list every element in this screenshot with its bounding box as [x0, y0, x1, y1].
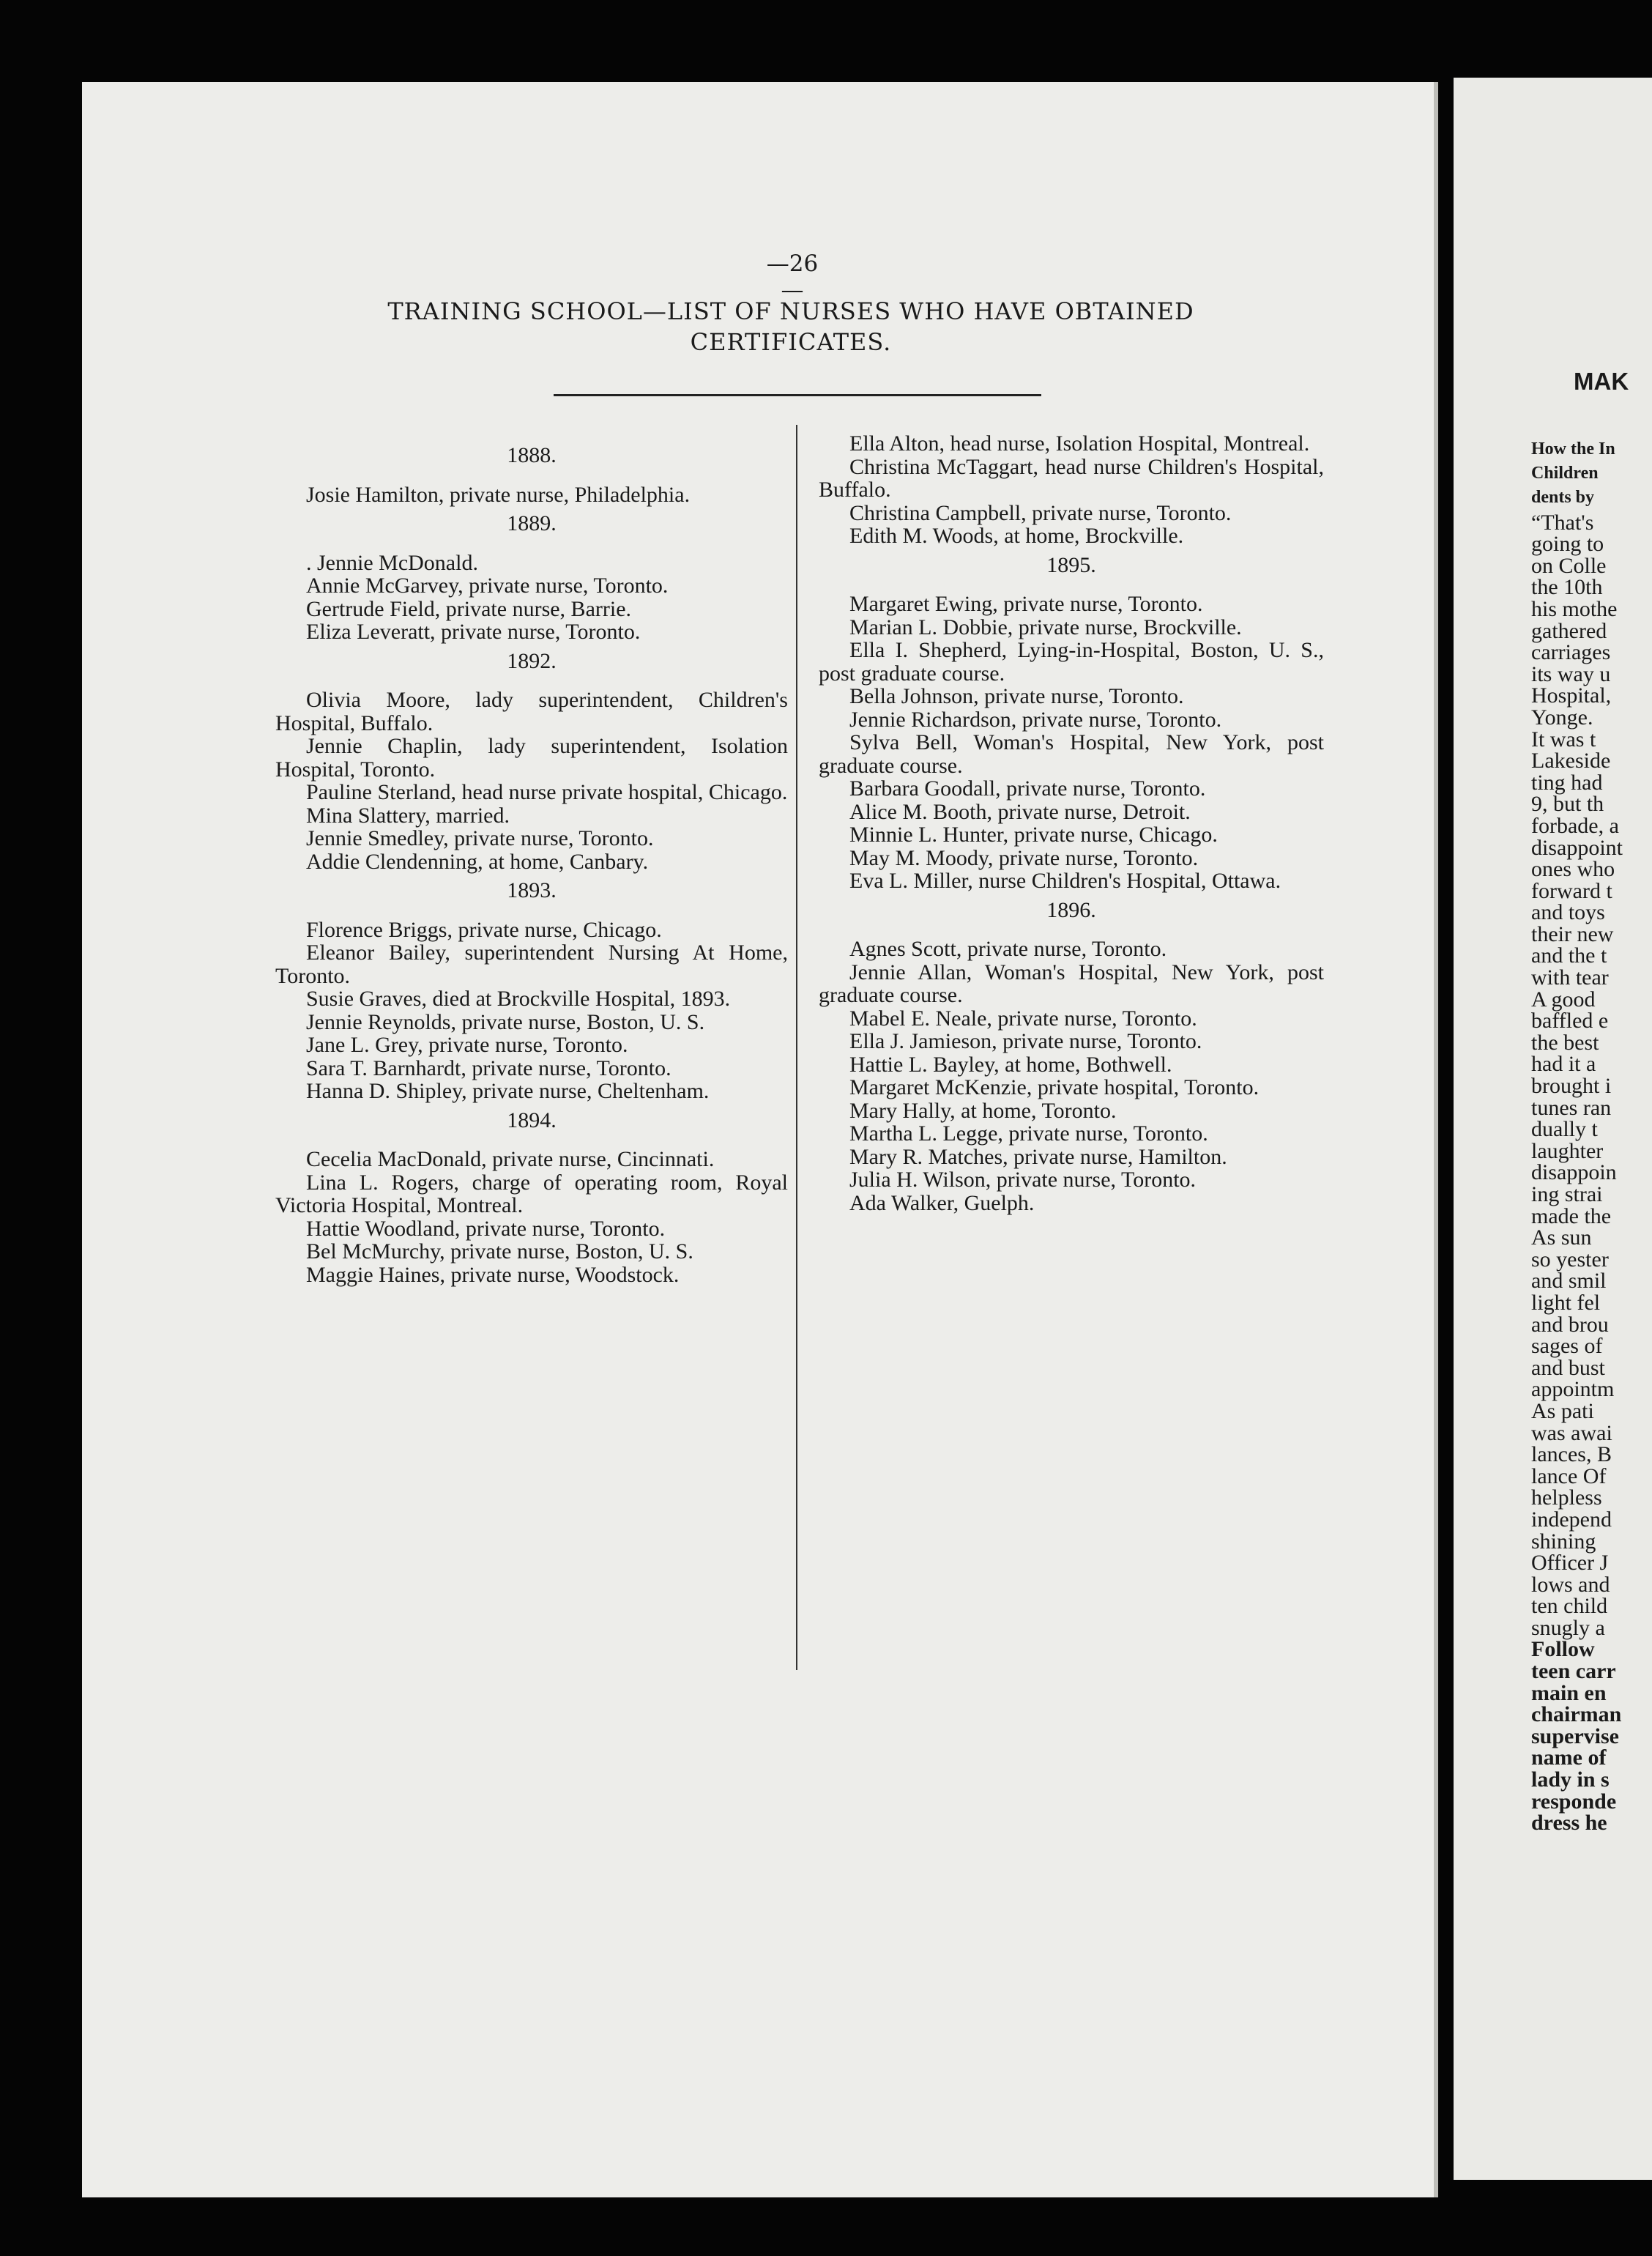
year-heading: 1895.	[1046, 552, 1096, 577]
nurse-entry: Jennie Smedley, private nurse, Toronto.	[306, 826, 654, 850]
facing-page-line: name of	[1531, 1745, 1607, 1770]
nurse-entry: Margaret Ewing, private nurse, Toronto.	[849, 592, 1203, 616]
facing-page-line: chairman	[1531, 1702, 1622, 1727]
nurse-entry: Eva L. Miller, nurse Children's Hospital, Ottawa.	[849, 869, 1281, 893]
nurse-entry: Jane L. Grey, private nurse, Toronto.	[306, 1033, 628, 1057]
facing-page-line: carriages	[1531, 640, 1611, 665]
heading-line-2: CERTIFICATES.	[690, 328, 892, 356]
facing-page-line: baffled e	[1531, 1009, 1609, 1034]
year-heading: 1894.	[507, 1107, 557, 1132]
facing-page-line: responde	[1531, 1789, 1617, 1814]
nurse-entry: Mina Slattery, married.	[306, 803, 510, 828]
facing-page-line: helpless	[1531, 1485, 1602, 1510]
facing-page-line: ten child	[1531, 1594, 1608, 1619]
nurse-entry: Alice M. Booth, private nurse, Detroit.	[849, 799, 1191, 824]
facing-page-line: disappoin	[1531, 1160, 1617, 1185]
facing-page-line: dress he	[1531, 1811, 1607, 1836]
facing-page-line: ing strai	[1531, 1182, 1603, 1206]
nurse-entry: Christina McTaggart, head nurse Children's Hospital, Buffalo.	[819, 454, 1324, 502]
facing-page-line: supervise	[1531, 1723, 1619, 1748]
page-number: —26—	[766, 251, 819, 303]
facing-page-line: main en	[1531, 1680, 1607, 1705]
facing-page-line: light fel	[1531, 1290, 1601, 1315]
nurse-entry: Agnes Scott, private nurse, Toronto.	[849, 937, 1167, 961]
facing-page-subhead-line: dents by	[1531, 487, 1595, 507]
facing-page-line: dually t	[1531, 1117, 1598, 1142]
nurse-entry: Eleanor Bailey, superintendent Nursing At Home, Toronto.	[275, 940, 788, 988]
nurse-entry: Eliza Leveratt, private nurse, Toronto.	[306, 620, 641, 644]
facing-page-line: lance Of	[1531, 1463, 1607, 1488]
facing-page-line: “That's	[1531, 510, 1594, 535]
facing-page-line: Hospital,	[1531, 683, 1612, 708]
nurse-entry: Minnie L. Hunter, private nurse, Chicago.	[849, 823, 1218, 847]
nurse-entry: Hattie L. Bayley, at home, Bothwell.	[849, 1052, 1172, 1077]
nurse-entry: Annie McGarvey, private nurse, Toronto.	[306, 574, 669, 598]
heading-line-1: TRAINING SCHOOL—LIST OF NURSES WHO HAVE OBTAINED	[387, 297, 1194, 325]
year-heading: 1892.	[507, 648, 557, 673]
facing-page-subhead-line: Children	[1531, 463, 1599, 483]
nurse-entry: Mabel E. Neale, private nurse, Toronto.	[849, 1006, 1197, 1031]
nurse-entry: Mary R. Matches, private nurse, Hamilton.	[849, 1144, 1227, 1169]
facing-page-line: ting had	[1531, 770, 1603, 795]
facing-page-line: on Colle	[1531, 553, 1607, 578]
facing-page-line: sages of	[1531, 1334, 1603, 1359]
facing-page-line: teen carr	[1531, 1659, 1616, 1684]
facing-page-line: snugly a	[1531, 1615, 1605, 1640]
year-heading: 1893.	[507, 878, 557, 902]
facing-page-line: appointm	[1531, 1377, 1615, 1402]
facing-page-line: ones who	[1531, 857, 1615, 882]
nurse-entry: Ella Alton, head nurse, Isolation Hospital, Montreal.	[849, 431, 1310, 456]
facing-page-line: and bust	[1531, 1355, 1605, 1380]
facing-page-line: As pati	[1531, 1398, 1594, 1423]
facing-page-line: its way u	[1531, 661, 1611, 686]
facing-page-line: and the t	[1531, 943, 1607, 968]
facing-page-line: It was t	[1531, 727, 1596, 752]
facing-page-line: lows and	[1531, 1572, 1610, 1597]
facing-page-subhead-line: How the In	[1531, 439, 1615, 459]
nurse-entry: Pauline Sterland, head nurse private hospital, Chicago.	[306, 780, 788, 804]
nurse-entry: Barbara Goodall, private nurse, Toronto.	[849, 776, 1206, 801]
facing-page-line: tunes ran	[1531, 1095, 1612, 1120]
nurse-entry: Julia H. Wilson, private nurse, Toronto.	[849, 1168, 1197, 1192]
nurse-entry: Sara T. Barnhardt, private nurse, Toronto.	[306, 1055, 671, 1080]
nurse-entry: Mary Hally, at home, Toronto.	[849, 1098, 1117, 1123]
nurse-entry: . Jennie McDonald.	[306, 550, 478, 575]
nurse-entry: Lina L. Rogers, charge of operating room, Royal Victoria Hospital, Montreal.	[275, 1170, 788, 1217]
nurse-entry: Christina Campbell, private nurse, Toronto.	[849, 500, 1232, 525]
right-column	[819, 432, 1324, 1214]
facing-page-line: his mothe	[1531, 596, 1618, 621]
nurse-entry: Hanna D. Shipley, private nurse, Cheltenham.	[306, 1079, 710, 1103]
year-heading: 1888.	[507, 443, 557, 467]
facing-page-line: forward t	[1531, 878, 1612, 903]
nurse-entry: Cecelia MacDonald, private nurse, Cincinnati.	[306, 1147, 715, 1171]
facing-page-line: lady in s	[1531, 1767, 1610, 1792]
nurse-entry: Florence Briggs, private nurse, Chicago.	[306, 917, 662, 942]
facing-page-line: and toys	[1531, 900, 1605, 925]
facing-page-line: and smil	[1531, 1269, 1607, 1294]
facing-page-line: gathered	[1531, 618, 1607, 643]
facing-page-line: the best	[1531, 1030, 1599, 1055]
facing-page-line: 9, but th	[1531, 792, 1604, 817]
nurse-entry: Ella I. Shepherd, Lying-in-Hospital, Boston, U. S., post graduate course.	[819, 638, 1324, 686]
left-column	[275, 438, 788, 1286]
facing-page-line: Officer J	[1531, 1551, 1609, 1576]
facing-page-line: disappoint	[1531, 835, 1623, 860]
nurse-entry: Maggie Haines, private nurse, Woodstock.	[306, 1262, 680, 1287]
nurse-entry: Martha L. Legge, private nurse, Toronto.	[849, 1121, 1208, 1146]
facing-page-line: independ	[1531, 1507, 1612, 1532]
nurse-entry: Josie Hamilton, private nurse, Philadelphia.	[306, 482, 691, 507]
facing-page-line: with tear	[1531, 965, 1609, 990]
year-heading: 1896.	[1046, 897, 1096, 922]
facing-page-line: A good	[1531, 987, 1596, 1012]
facing-page-line: brought i	[1531, 1074, 1612, 1099]
heading-rule	[554, 394, 1041, 396]
column-divider	[796, 425, 797, 1670]
nurse-entry: Margaret McKenzie, private hospital, Toronto.	[849, 1075, 1260, 1099]
nurse-entry: Hattie Woodland, private nurse, Toronto.	[306, 1216, 666, 1241]
nurse-entry: Susie Graves, died at Brockville Hospital, 1893.	[306, 987, 731, 1011]
facing-page	[1454, 78, 1652, 2180]
facing-page-line: laughter	[1531, 1138, 1604, 1163]
facing-page-line: and brou	[1531, 1312, 1609, 1337]
facing-page-line: was awai	[1531, 1420, 1612, 1445]
nurse-entry: Jennie Reynolds, private nurse, Boston, U. S.	[306, 1009, 705, 1034]
nurse-entry: Olivia Moore, lady superintendent, Children's Hospital, Buffalo.	[275, 688, 788, 735]
facing-page-line: had it a	[1531, 1052, 1596, 1077]
facing-page-title: MAK	[1574, 368, 1629, 395]
nurse-entry: Bella Johnson, private nurse, Toronto.	[849, 684, 1184, 708]
year-heading: 1889.	[507, 511, 557, 535]
facing-page-line: shining	[1531, 1529, 1596, 1554]
nurse-entry: Edith M. Woods, at home, Brockville.	[849, 524, 1184, 548]
facing-page-line: so yester	[1531, 1247, 1609, 1272]
facing-page-line: Yonge.	[1531, 705, 1593, 730]
facing-page-line: their new	[1531, 921, 1614, 946]
facing-page-line: Lakeside	[1531, 749, 1611, 773]
nurse-entry: Ella J. Jamieson, private nurse, Toronto.	[849, 1029, 1202, 1053]
facing-page-line: made the	[1531, 1203, 1612, 1228]
facing-page-text	[1531, 368, 1652, 1836]
facing-page-line: Follow	[1531, 1637, 1595, 1662]
facing-page-line: going to	[1531, 532, 1604, 557]
facing-page-line: As sun	[1531, 1225, 1592, 1250]
facing-page-line: forbade, a	[1531, 813, 1619, 838]
nurse-entry: Jennie Allan, Woman's Hospital, New York, post graduate course.	[819, 960, 1324, 1007]
nurse-entry: Jennie Richardson, private nurse, Toronto.	[849, 707, 1222, 732]
nurse-entry: Marian L. Dobbie, private nurse, Brockville.	[849, 615, 1242, 639]
facing-page-line: lances, B	[1531, 1442, 1612, 1467]
nurse-entry: Jennie Chaplin, lady superintendent, Isolation Hospital, Toronto.	[275, 734, 788, 782]
nurse-entry: Sylva Bell, Woman's Hospital, New York, post graduate course.	[819, 730, 1324, 778]
page-heading	[308, 296, 1274, 357]
nurse-entry: Ada Walker, Guelph.	[849, 1190, 1035, 1215]
nurse-entry: May M. Moody, private nurse, Toronto.	[849, 845, 1199, 870]
nurse-entry: Addie Clendenning, at home, Canbary.	[306, 849, 649, 874]
facing-page-line: the 10th	[1531, 575, 1603, 600]
nurse-entry: Bel McMurchy, private nurse, Boston, U. S.	[306, 1239, 693, 1264]
nurse-entry: Gertrude Field, private nurse, Barrie.	[306, 596, 632, 621]
